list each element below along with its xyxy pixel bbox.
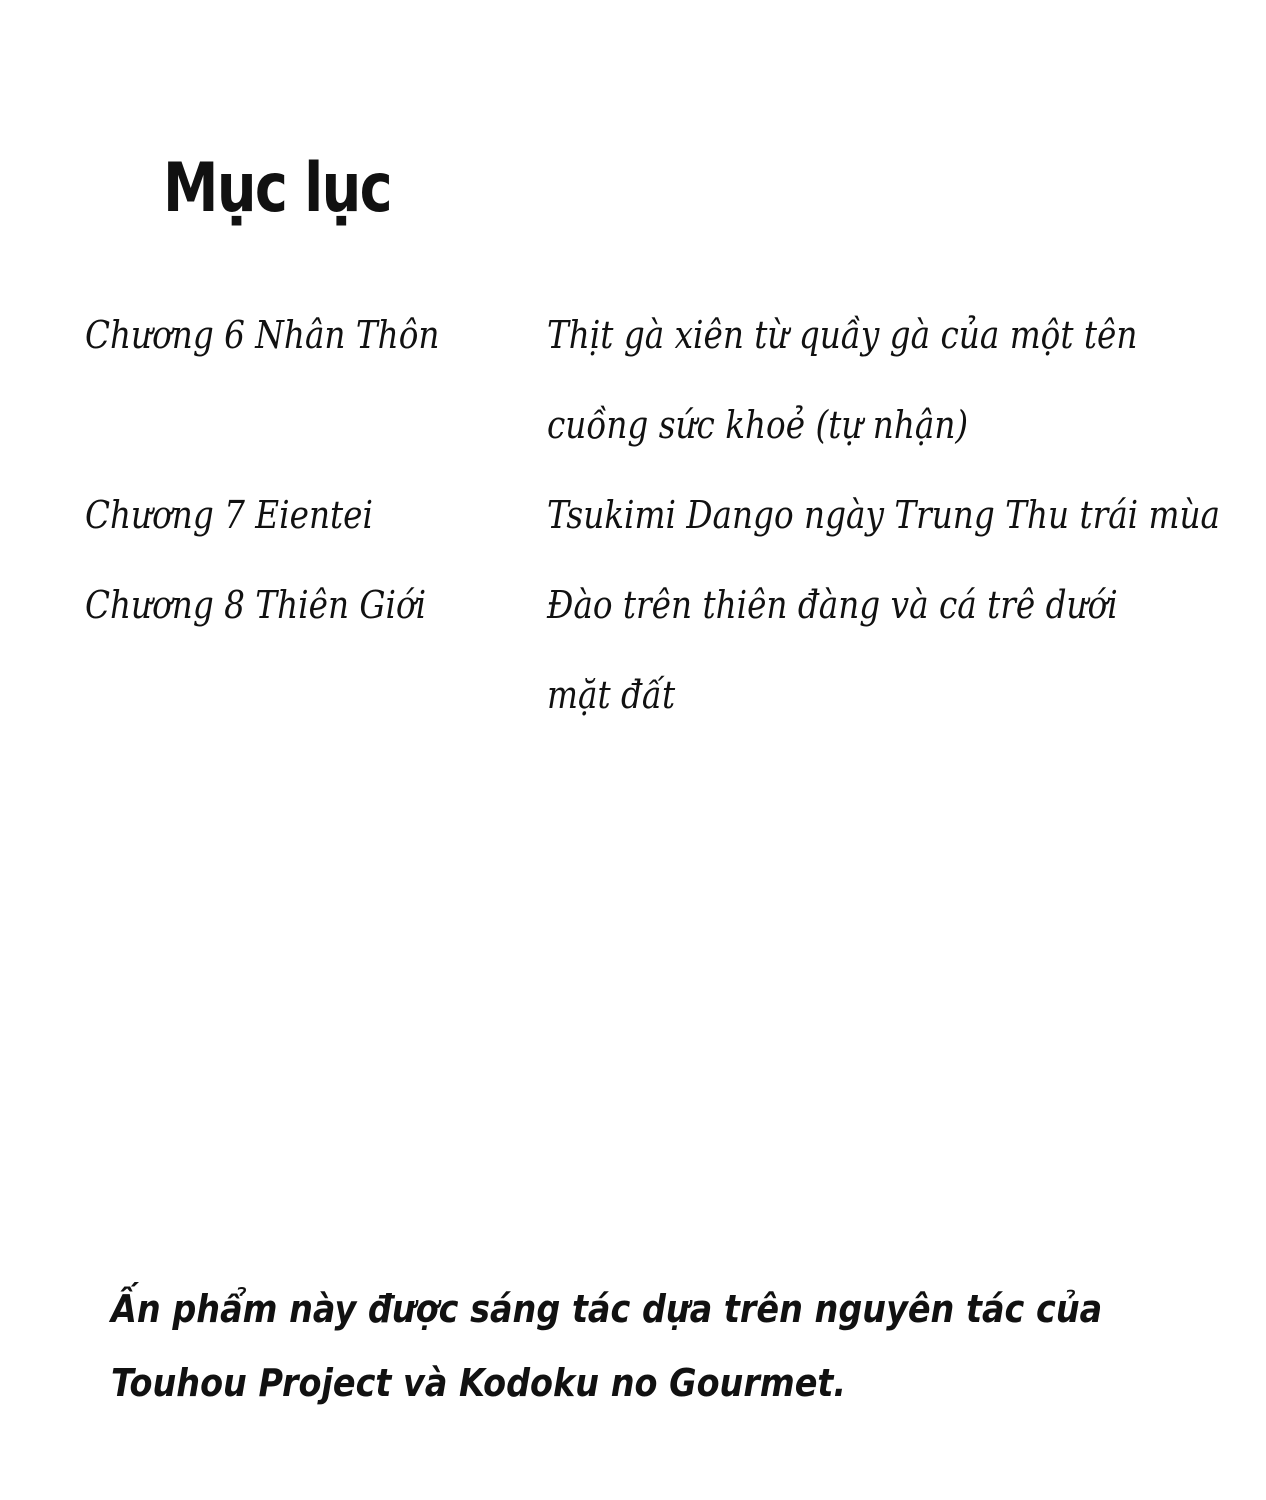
chapter-description-line: Tsukimi Dango ngày Trung Thu trái mùa: [547, 493, 1221, 537]
chapter-description-line: Đào trên thiên đàng và cá trê dưới: [547, 583, 1118, 627]
table-of-contents: [85, 290, 1235, 740]
toc-entry-chapter-8: [85, 560, 1235, 740]
chapter-label: Chương 6 Nhân Thôn: [85, 313, 440, 357]
chapter-description: [547, 290, 1139, 470]
chapter-label: Chương 7 Eientei: [85, 493, 373, 537]
toc-entry-chapter-7: [85, 470, 1235, 560]
toc-entry-chapter-6: [85, 290, 1235, 470]
chapter-description: [547, 470, 1221, 560]
chapter-description-line: cuồng sức khoẻ (tự nhận): [547, 403, 969, 447]
credit-line: Ấn phẩm này được sáng tác dựa trên nguyên tác của: [111, 1287, 1103, 1331]
chapter-label: Chương 8 Thiên Giới: [85, 583, 427, 627]
credit-note: [111, 1272, 1105, 1420]
chapter-description-line: mặt đất: [547, 673, 676, 717]
credit-line: Touhou Project và Kodoku no Gourmet.: [111, 1361, 847, 1405]
chapter-description-line: Thịt gà xiên từ quầy gà của một tên: [547, 313, 1138, 357]
chapter-description: [547, 560, 1139, 740]
page-title: Mục lục: [163, 149, 392, 228]
